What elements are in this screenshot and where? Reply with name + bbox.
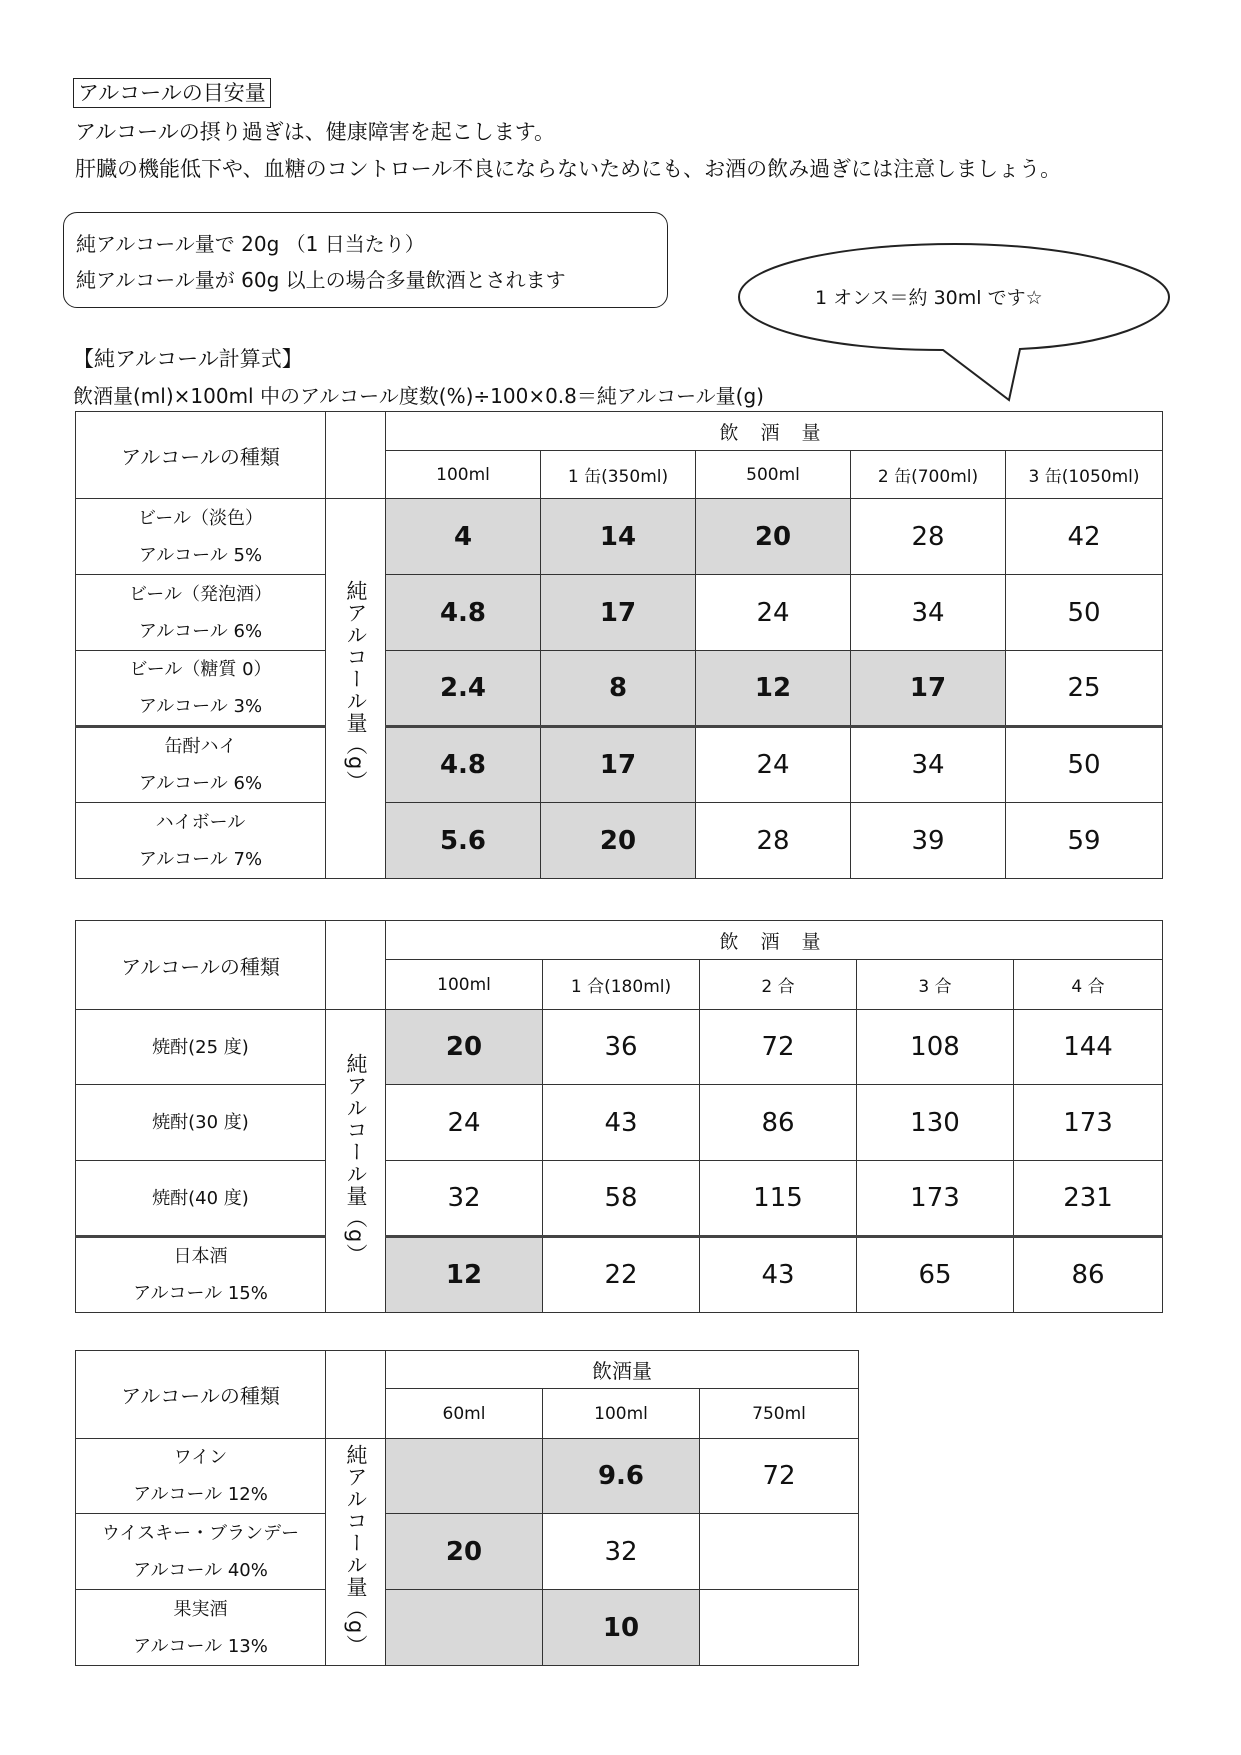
value-cell: 17 [851,651,1006,727]
amount-header: 飲酒量 [386,1351,859,1389]
value-cell: 12 [696,651,851,727]
drink-abv: アルコール 13% [133,1635,268,1657]
drink-name: 焼酎(40 度) [152,1187,249,1209]
value-cell: 36 [543,1010,700,1085]
header-blank-cell [326,1351,386,1439]
guideline-line-2: 純アルコール量が 60g 以上の場合多量飲酒とされます [76,268,566,292]
value-cell: 24 [386,1085,543,1161]
size-header: 750ml [700,1389,859,1439]
value-cell: 20 [696,499,851,575]
drink-abv: アルコール 5% [138,544,263,566]
value-cell: 108 [857,1010,1014,1085]
drink-abv: アルコール 15% [133,1283,268,1304]
size-header: 500ml [696,451,851,499]
value-cell: 72 [700,1010,857,1085]
drink-name-cell [76,1085,326,1161]
table-row [76,499,1163,575]
drink-abv: アルコール 7% [138,848,263,870]
table-row [76,803,1163,879]
value-cell: 34 [851,727,1006,803]
intro-line-1: アルコールの摂り過ぎは、健康障害を起こします。 [75,120,556,144]
drink-abv: アルコール 12% [133,1484,268,1505]
drink-name-cell [76,803,326,879]
table-row [76,575,1163,651]
value-cell: 28 [696,803,851,879]
drink-name-cell [76,1439,326,1514]
drink-abv: アルコール 6% [138,620,263,642]
drink-name-cell [76,1010,326,1085]
wine-whisky-table [75,1350,859,1666]
value-cell: 12 [386,1237,543,1313]
table-row [76,1010,1163,1085]
drink-name-cell [76,727,326,803]
drink-abv: アルコール 6% [138,773,263,794]
drink-name: ビール（淡色） [138,507,263,529]
vertical-label-cell [326,1010,386,1313]
beer-table [75,411,1163,879]
table-row [76,1161,1163,1237]
drink-name: 焼酎(30 度) [152,1112,249,1133]
value-cell: 2.4 [386,651,541,727]
value-cell [386,1590,543,1666]
drink-name: ビール（糖質 0） [129,659,272,680]
value-cell: 4.8 [386,727,541,803]
drink-name: ワイン [173,1447,228,1468]
value-cell: 4.8 [386,575,541,651]
size-header: 1 合(180ml) [543,960,700,1010]
guideline-line-1: 純アルコール量で 20g （1 日当たり） [76,232,425,256]
value-cell: 173 [1014,1085,1163,1161]
value-cell: 34 [851,575,1006,651]
table-row [76,1439,859,1514]
kind-header: アルコールの種類 [76,412,326,499]
table-row [76,1085,1163,1161]
drink-name-cell [76,651,326,727]
drink-name-cell [76,1237,326,1313]
drink-name-cell [76,1514,326,1590]
drink-name-cell [76,499,326,575]
size-header: 100ml [386,451,541,499]
size-header: 100ml [543,1389,700,1439]
table-row [76,1590,859,1666]
amount-header: 飲 酒 量 [386,412,1163,451]
bubble-text: 1 オンス＝約 30ml です☆ [815,287,1043,309]
size-header: 2 缶(700ml) [851,451,1006,499]
table-row [76,651,1163,727]
value-cell: 231 [1014,1161,1163,1237]
value-cell: 32 [386,1161,543,1237]
header-blank-cell [326,412,386,499]
value-cell: 65 [857,1237,1014,1313]
value-cell: 144 [1014,1010,1163,1085]
value-cell: 24 [696,575,851,651]
drink-name: ビール（発泡酒） [129,583,272,605]
value-cell: 4 [386,499,541,575]
header-blank-cell [326,921,386,1010]
value-cell [386,1439,543,1514]
value-cell: 130 [857,1085,1014,1161]
value-cell: 58 [543,1161,700,1237]
drink-name-cell [76,575,326,651]
amount-header: 飲 酒 量 [386,921,1163,960]
value-cell: 24 [696,727,851,803]
size-header: 1 缶(350ml) [541,451,696,499]
value-cell: 28 [851,499,1006,575]
size-header: 3 缶(1050ml) [1006,451,1163,499]
table-row [76,1237,1163,1313]
vertical-label: 純アルコール量（g） [344,1443,368,1657]
value-cell: 20 [386,1514,543,1590]
drink-name: 缶酎ハイ [164,736,237,757]
value-cell: 20 [541,803,696,879]
value-cell: 9.6 [543,1439,700,1514]
drink-name-cell [76,1161,326,1237]
vertical-label: 純アルコール量（g） [344,580,368,793]
size-header: 4 合 [1014,960,1163,1010]
value-cell: 42 [1006,499,1163,575]
value-cell: 10 [543,1590,700,1666]
value-cell: 173 [857,1161,1014,1237]
vertical-label-cell [326,499,386,879]
value-cell: 50 [1006,727,1163,803]
value-cell: 59 [1006,803,1163,879]
drink-abv: アルコール 3% [138,696,263,717]
drink-name-cell [76,1590,326,1666]
drink-abv: アルコール 40% [133,1559,268,1581]
value-cell: 22 [543,1237,700,1313]
guideline-box [63,212,668,308]
drink-name: 果実酒 [173,1598,228,1620]
value-cell: 50 [1006,575,1163,651]
kind-header: アルコールの種類 [76,1351,326,1439]
value-cell: 17 [541,575,696,651]
kind-header: アルコールの種類 [76,921,326,1010]
value-cell: 8 [541,651,696,727]
size-header: 60ml [386,1389,543,1439]
formula-heading: 【純アルコール計算式】 [73,347,303,371]
value-cell: 32 [543,1514,700,1590]
table-row [76,1514,859,1590]
vertical-label-cell [326,1439,386,1666]
page-title: アルコールの目安量 [73,78,271,108]
value-cell [700,1514,859,1590]
shochu-sake-table [75,920,1163,1313]
value-cell: 20 [386,1010,543,1085]
value-cell: 43 [700,1237,857,1313]
formula-text: 飲酒量(ml)×100ml 中のアルコール度数(%)÷100×0.8＝純アルコール量(g) [73,384,764,408]
size-header: 2 合 [700,960,857,1010]
value-cell: 115 [700,1161,857,1237]
table-row [76,727,1163,803]
drink-name: 焼酎(25 度) [152,1036,249,1058]
value-cell [700,1590,859,1666]
value-cell: 39 [851,803,1006,879]
value-cell: 72 [700,1439,859,1514]
size-header: 3 合 [857,960,1014,1010]
drink-name: ハイボール [155,811,246,833]
value-cell: 17 [541,727,696,803]
value-cell: 25 [1006,651,1163,727]
drink-name: ウイスキー・ブランデー [101,1522,300,1544]
vertical-label: 純アルコール量（g） [344,1052,368,1266]
value-cell: 86 [1014,1237,1163,1313]
value-cell: 5.6 [386,803,541,879]
size-header: 100ml [386,960,543,1010]
value-cell: 14 [541,499,696,575]
value-cell: 86 [700,1085,857,1161]
intro-line-2: 肝臓の機能低下や、血糖のコントロール不良にならないためにも、お酒の飲み過ぎには注意しましょう。 [75,157,1062,181]
speech-bubble [735,242,1175,412]
drink-name: 日本酒 [173,1246,228,1267]
value-cell: 43 [543,1085,700,1161]
